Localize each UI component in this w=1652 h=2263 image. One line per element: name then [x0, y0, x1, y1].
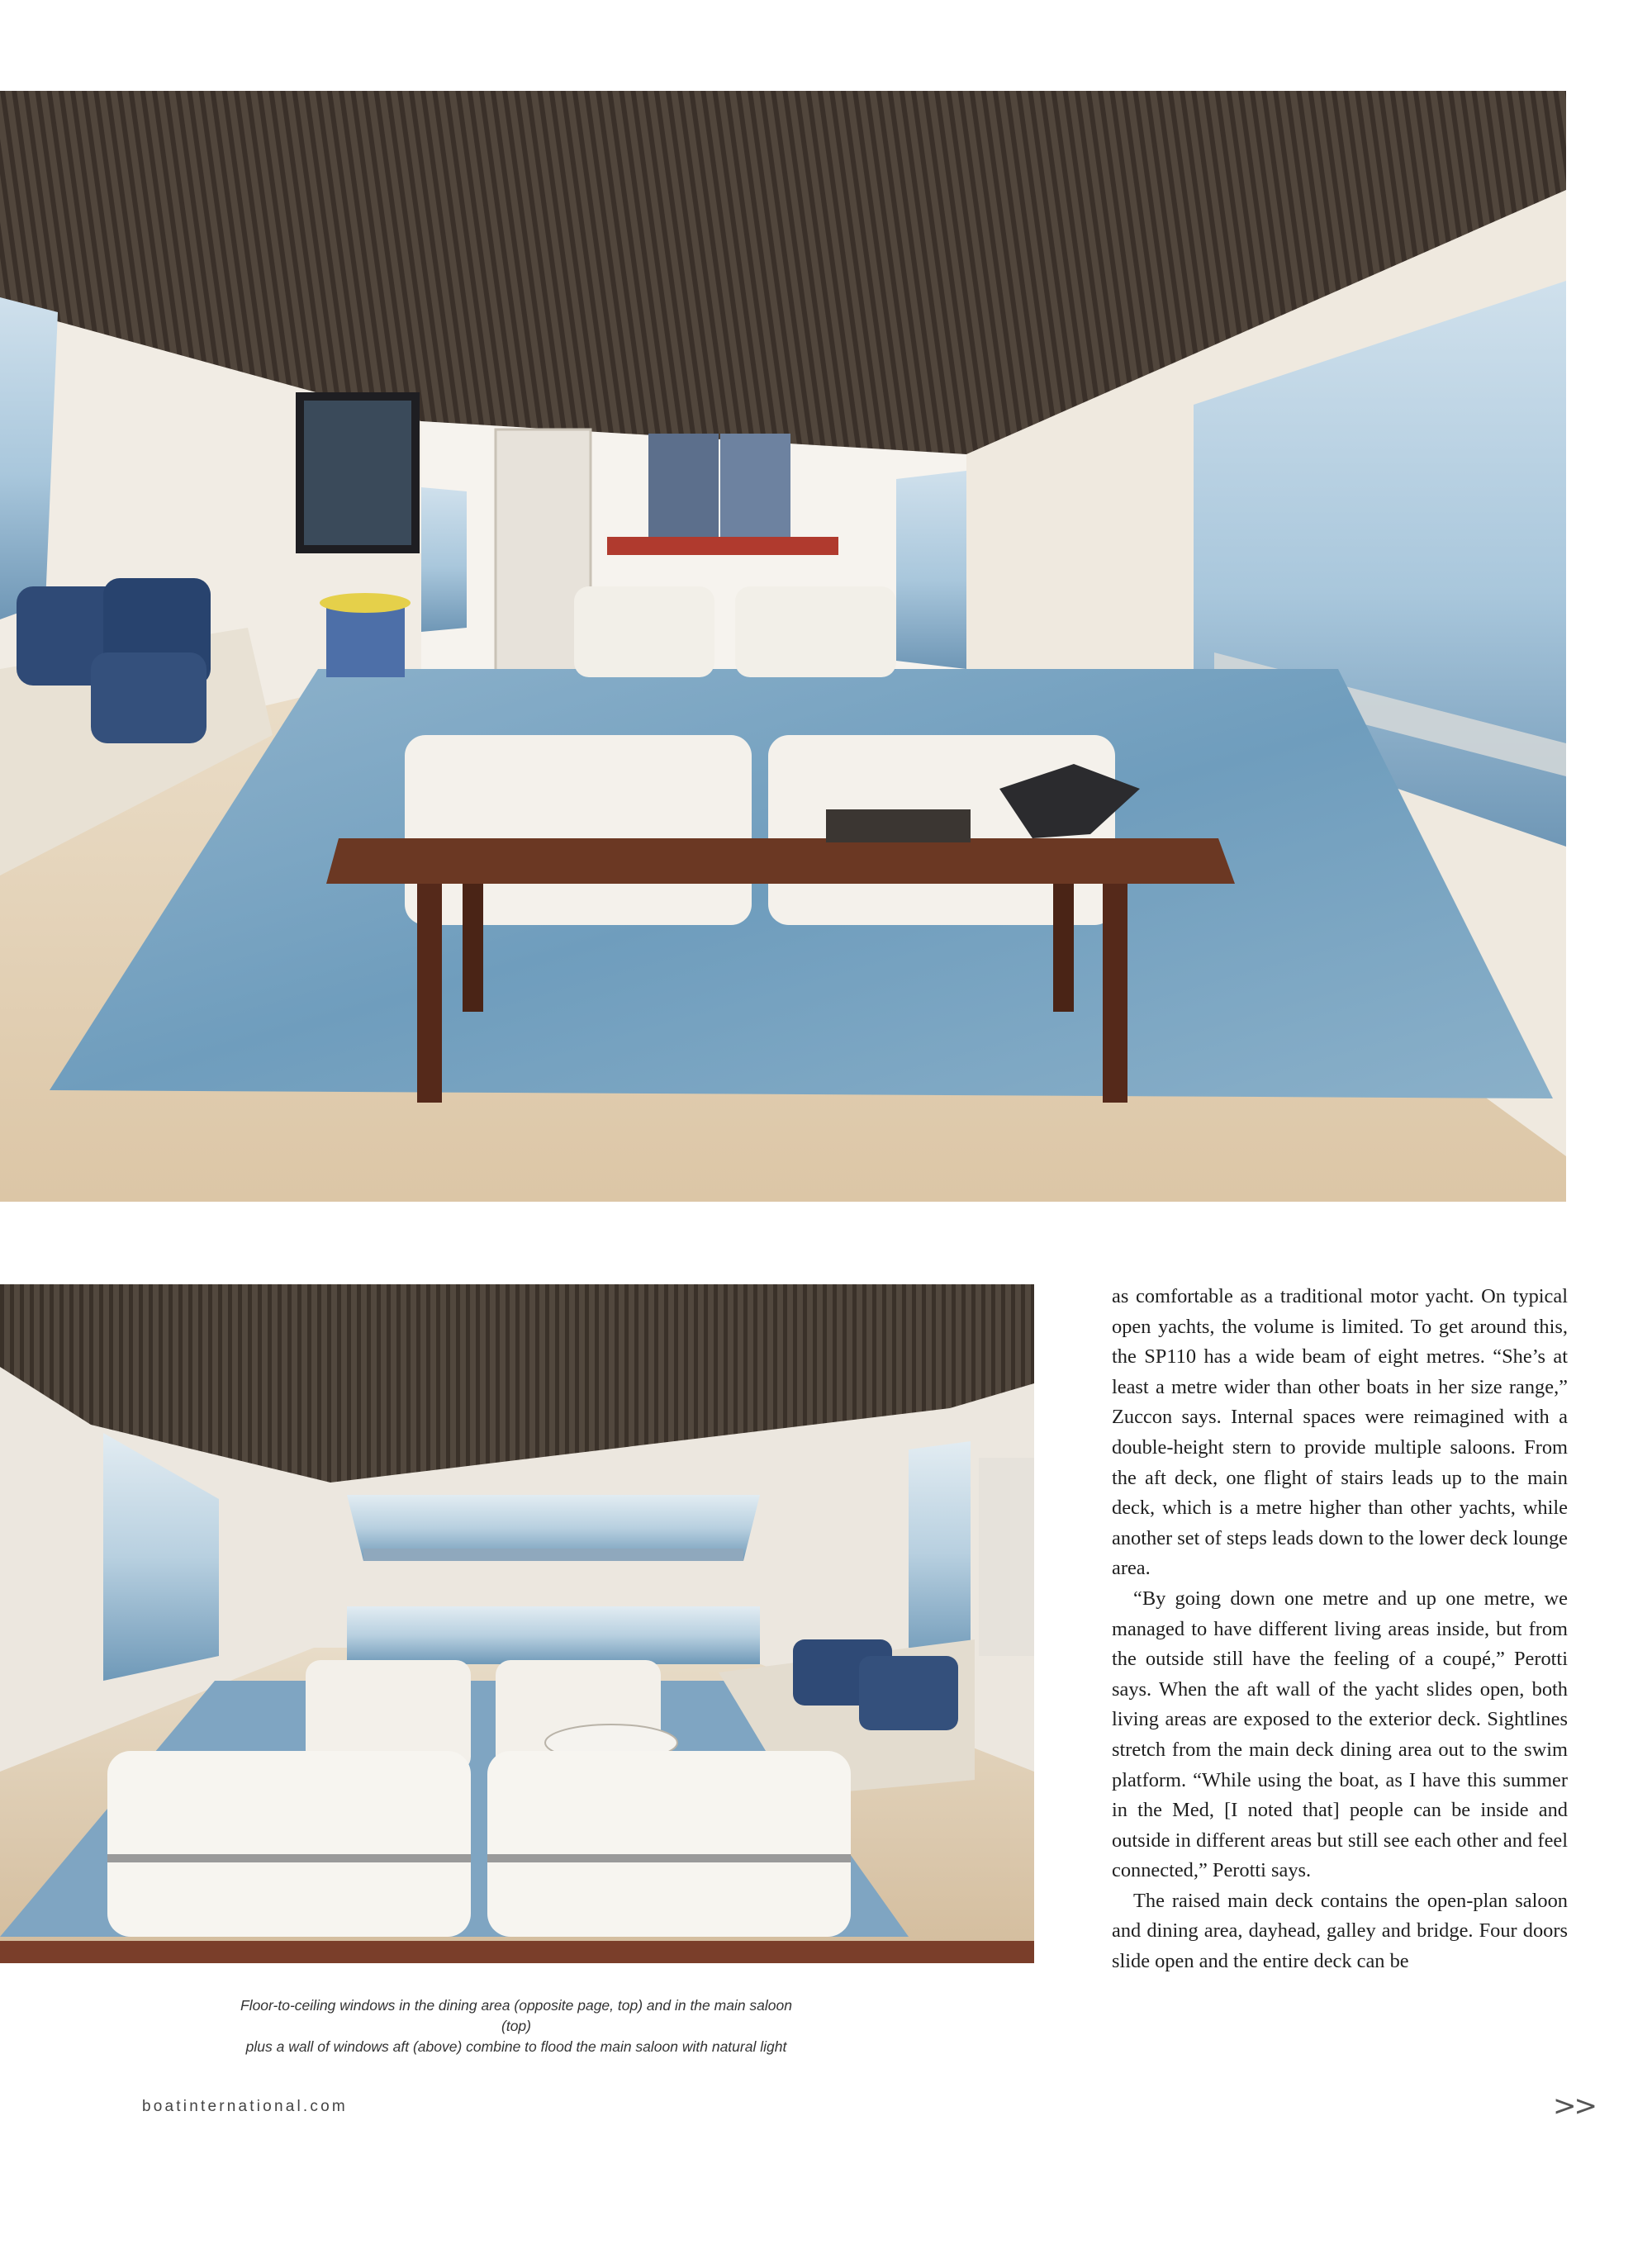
saloon-illustration [0, 91, 1566, 1202]
aft-saloon-photo [0, 1284, 1034, 1963]
footer-url: boatinternational.com [142, 2098, 348, 2115]
article-body [1112, 1282, 1568, 1977]
article-paragraph: as comfortable as a traditional motor yacht. On typical open yachts, the volume is limited. To get around this, the SP110 has a wide beam of eight metres. “She’s at least a metre wider than other boats in her size range,” Zuccon says. Internal spaces were reimagined with a double-height stern to provide multiple saloons. From the aft deck, one flight of stairs leads up to the main deck, which is a metre higher than other yachts, while another set of steps leads down to the lower deck lounge area. [1112, 1285, 1568, 1580]
caption-line: plus a wall of windows aft (above) combine to flood the main saloon with natural light [245, 2038, 787, 2055]
saloon-photo [0, 91, 1566, 1202]
next-page-icon[interactable]: >> [1553, 2090, 1595, 2123]
aft-saloon-illustration [0, 1284, 1034, 1963]
article-paragraph: The raised main deck contains the open-plan saloon and dining area, dayhead, galley and bridge. Four doors slide open and the entire deck can be [1112, 1889, 1568, 1973]
caption-line: Floor-to-ceiling windows in the dining area (opposite page, top) and in the main saloon (top) [240, 1997, 792, 2034]
photo-caption [240, 1995, 793, 2057]
article-paragraph: “By going down one metre and up one metre, we managed to have different living areas inside, but from the outside still have the feeling of a coupé,” Perotti says. When the aft wall of the yacht slides open, both living areas are exposed to the exterior deck. Sightlines stretch from the main deck dining area out to the swim platform. “While using the boat, as I have this summer in the Med, [I noted that] people can be inside and outside in different areas but still see each other and feel connected,” Perotti says. [1112, 1587, 1568, 1882]
